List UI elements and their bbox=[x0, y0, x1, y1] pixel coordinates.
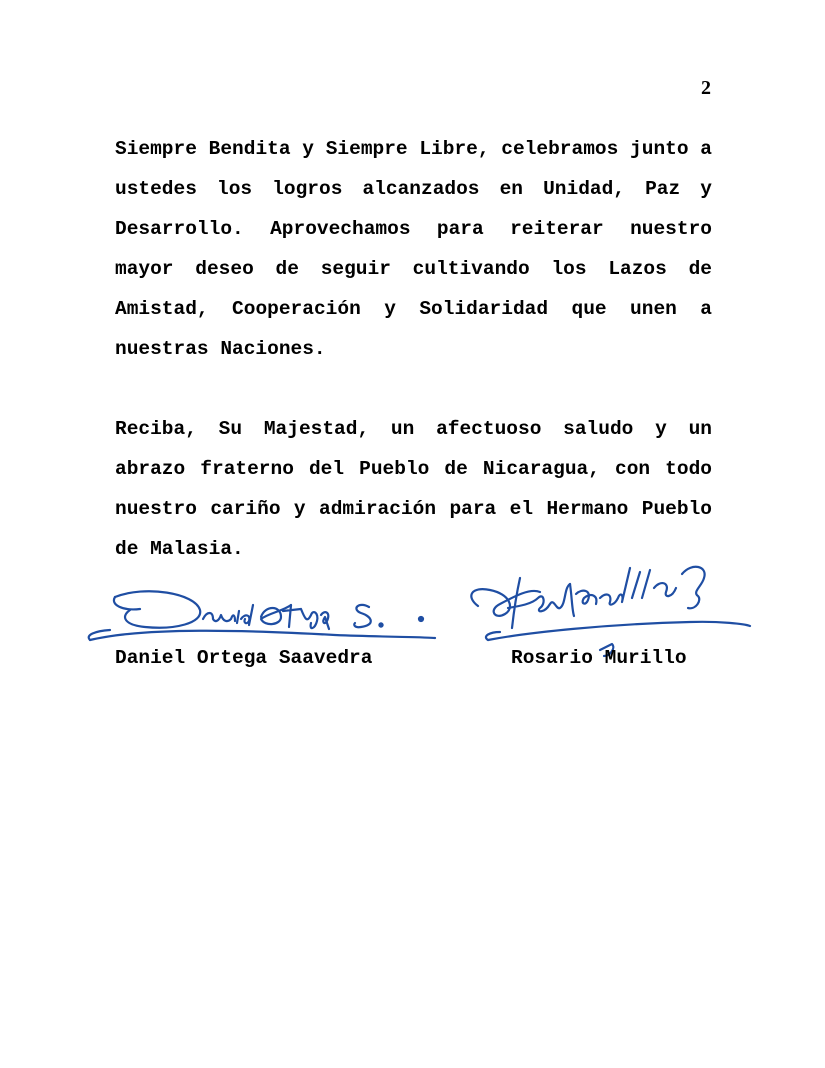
body-paragraph-2: Reciba, Su Majestad, un afectuoso saludo y un abrazo fraterno del Pueblo de Nicaragua, con todo nuestro cariño y admiración para el Hermano Pueblo de Malasia. bbox=[115, 418, 712, 560]
page-number: 2 bbox=[701, 77, 711, 99]
body-paragraph-1: Siempre Bendita y Siempre Libre, celebramos junto a ustedes los logros alcanzados en Unidad, Paz y Desarrollo. Aprovechamos para reiterar nuestro mayor deseo de seguir cultivando los Lazos de Amistad, Cooperación y Solidaridad que unen a nuestras Naciones. bbox=[115, 138, 712, 360]
signer-name-rosario-murillo: Rosario Murillo bbox=[511, 647, 687, 669]
signer-name-daniel-ortega: Daniel Ortega Saavedra bbox=[115, 647, 373, 669]
